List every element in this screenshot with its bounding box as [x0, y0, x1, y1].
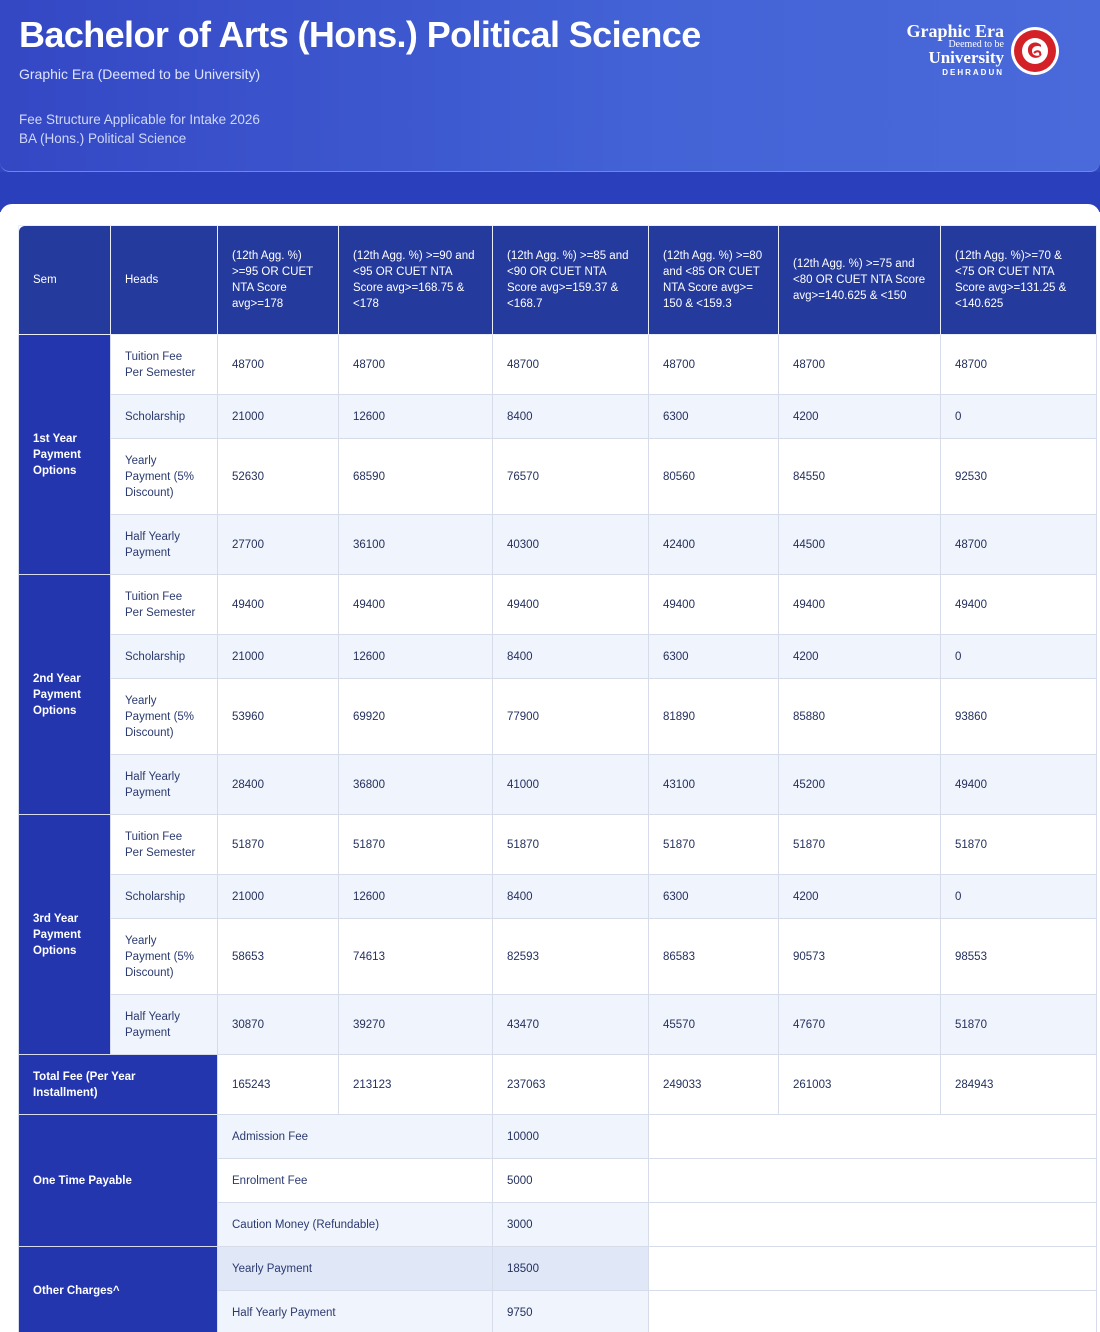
fee-cell: 8400 — [493, 875, 649, 919]
fee-cell: 82593 — [493, 919, 649, 995]
row-head: Half Yearly Payment — [111, 755, 218, 815]
page-title: Bachelor of Arts (Hons.) Political Science — [19, 14, 701, 55]
fee-cell: 18500 — [493, 1247, 649, 1291]
row-head: Admission Fee — [218, 1115, 493, 1159]
year-label: 3rd Year Payment Options — [19, 815, 111, 1055]
seal-icon — [1010, 26, 1060, 76]
fee-cell: 51870 — [941, 995, 1097, 1055]
row-head: Half Yearly Payment — [111, 995, 218, 1055]
table-row — [19, 1247, 1097, 1291]
fee-cell: 74613 — [339, 919, 493, 995]
fee-cell: 48700 — [218, 335, 339, 395]
fee-cell: 12600 — [339, 395, 493, 439]
table-row — [19, 755, 1097, 815]
university-name: Graphic Era (Deemed to be University) — [19, 66, 261, 82]
fee-cell: 92530 — [941, 439, 1097, 515]
table-row — [19, 395, 1097, 439]
fee-cell: 93860 — [941, 679, 1097, 755]
table-row — [19, 1115, 1097, 1159]
other-charges-label: Other Charges^ — [19, 1247, 218, 1332]
total-cell: 261003 — [779, 1055, 941, 1115]
fee-cell: 36800 — [339, 755, 493, 815]
row-head: Scholarship — [111, 395, 218, 439]
fee-cell: 49400 — [779, 575, 941, 635]
fee-cell: 48700 — [941, 335, 1097, 395]
fee-cell: 44500 — [779, 515, 941, 575]
fee-cell: 28400 — [218, 755, 339, 815]
fee-cell: 9750 — [493, 1291, 649, 1332]
fee-cell: 49400 — [218, 575, 339, 635]
total-row — [19, 1055, 1097, 1115]
table-row — [19, 515, 1097, 575]
fee-cell: 49400 — [941, 575, 1097, 635]
column-header: Heads — [111, 226, 218, 335]
fee-cell: 81890 — [649, 679, 779, 755]
table-row — [19, 875, 1097, 919]
row-head: Enrolment Fee — [218, 1159, 493, 1203]
fee-cell: 51870 — [493, 815, 649, 875]
fee-cell: 3000 — [493, 1203, 649, 1247]
row-head: Scholarship — [111, 875, 218, 919]
row-head: Tuition Fee Per Semester — [111, 335, 218, 395]
fee-cell: 48700 — [493, 335, 649, 395]
one-time-label: One Time Payable — [19, 1115, 218, 1247]
university-logo — [896, 22, 1066, 82]
fee-cell: 51870 — [218, 815, 339, 875]
column-header: (12th Agg. %)>=70 & <75 OR CUET NTA Score avg>=131.25 & <140.625 — [941, 226, 1097, 335]
fee-cell: 41000 — [493, 755, 649, 815]
fee-cell: 0 — [941, 875, 1097, 919]
total-cell: 249033 — [649, 1055, 779, 1115]
fee-cell: 36100 — [339, 515, 493, 575]
fee-table — [18, 225, 1097, 1332]
fee-cell: 39270 — [339, 995, 493, 1055]
fee-cell: 4200 — [779, 635, 941, 679]
total-cell: 284943 — [941, 1055, 1097, 1115]
fee-cell: 48700 — [941, 515, 1097, 575]
fee-cell: 21000 — [218, 635, 339, 679]
fee-cell: 48700 — [339, 335, 493, 395]
fee-cell: 51870 — [779, 815, 941, 875]
fee-cell: 0 — [941, 635, 1097, 679]
fee-cell: 52630 — [218, 439, 339, 515]
fee-cell: 6300 — [649, 395, 779, 439]
column-header: (12th Agg. %) >=85 and <90 OR CUET NTA Score avg>=159.37 & <168.7 — [493, 226, 649, 335]
fee-cell: 48700 — [649, 335, 779, 395]
fee-cell: 0 — [941, 395, 1097, 439]
fee-cell: 21000 — [218, 875, 339, 919]
fee-cell: 76570 — [493, 439, 649, 515]
total-cell: 237063 — [493, 1055, 649, 1115]
fee-cell: 40300 — [493, 515, 649, 575]
fee-cell: 47670 — [779, 995, 941, 1055]
column-header: Sem — [19, 226, 111, 335]
fee-cell: 4200 — [779, 395, 941, 439]
table-row — [19, 815, 1097, 875]
column-header: (12th Agg. %) >=95 OR CUET NTA Score avg>=178 — [218, 226, 339, 335]
page-header — [0, 0, 1100, 172]
logo-line-1: Graphic Era — [906, 21, 1004, 41]
row-head: Yearly Payment (5% Discount) — [111, 439, 218, 515]
row-head: Yearly Payment (5% Discount) — [111, 919, 218, 995]
table-row — [19, 439, 1097, 515]
table-row — [19, 679, 1097, 755]
year-label: 2nd Year Payment Options — [19, 575, 111, 815]
fee-cell: 49400 — [493, 575, 649, 635]
row-head: Yearly Payment — [218, 1247, 493, 1291]
logo-line-2: Deemed to be — [948, 39, 1004, 50]
fee-cell: 51870 — [649, 815, 779, 875]
fee-cell: 98553 — [941, 919, 1097, 995]
fee-cell: 43100 — [649, 755, 779, 815]
column-header: (12th Agg. %) >=90 and <95 OR CUET NTA Score avg>=168.75 & <178 — [339, 226, 493, 335]
table-row — [19, 919, 1097, 995]
fee-cell: 45570 — [649, 995, 779, 1055]
fee-cell: 51870 — [339, 815, 493, 875]
row-head: Half Yearly Payment — [218, 1291, 493, 1332]
logo-line-4: DEHRADUN — [942, 68, 1004, 77]
fee-cell: 90573 — [779, 919, 941, 995]
fee-cell: 27700 — [218, 515, 339, 575]
fee-cell: 53960 — [218, 679, 339, 755]
fee-cell: 8400 — [493, 635, 649, 679]
fee-cell: 43470 — [493, 995, 649, 1055]
fee-cell: 42400 — [649, 515, 779, 575]
fee-cell: 51870 — [941, 815, 1097, 875]
program-line: BA (Hons.) Political Science — [19, 131, 187, 146]
table-row — [19, 635, 1097, 679]
table-row — [19, 335, 1097, 395]
fee-cell: 4200 — [779, 875, 941, 919]
fee-cell: 10000 — [493, 1115, 649, 1159]
row-head: Tuition Fee Per Semester — [111, 575, 218, 635]
fee-cell: 49400 — [649, 575, 779, 635]
fee-cell: 5000 — [493, 1159, 649, 1203]
column-header: (12th Agg. %) >=75 and <80 OR CUET NTA Score avg>=140.625 & <150 — [779, 226, 941, 335]
fee-cell: 30870 — [218, 995, 339, 1055]
fee-structure-line: Fee Structure Applicable for Intake 2026 — [19, 112, 260, 127]
fee-cell: 12600 — [339, 875, 493, 919]
fee-cell: 49400 — [339, 575, 493, 635]
row-head: Half Yearly Payment — [111, 515, 218, 575]
row-head: Tuition Fee Per Semester — [111, 815, 218, 875]
fee-cell: 86583 — [649, 919, 779, 995]
row-head: Caution Money (Refundable) — [218, 1203, 493, 1247]
table-row — [19, 995, 1097, 1055]
fee-cell: 21000 — [218, 395, 339, 439]
fee-cell: 8400 — [493, 395, 649, 439]
fee-cell: 84550 — [779, 439, 941, 515]
fee-cell: 58653 — [218, 919, 339, 995]
fee-cell: 68590 — [339, 439, 493, 515]
fee-cell: 45200 — [779, 755, 941, 815]
fee-cell: 69920 — [339, 679, 493, 755]
fee-cell: 85880 — [779, 679, 941, 755]
column-header: (12th Agg. %) >=80 and <85 OR CUET NTA Score avg>= 150 & <159.3 — [649, 226, 779, 335]
total-cell: 213123 — [339, 1055, 493, 1115]
table-row — [19, 575, 1097, 635]
fee-cell: 77900 — [493, 679, 649, 755]
total-cell: 165243 — [218, 1055, 339, 1115]
total-label: Total Fee (Per Year Installment) — [19, 1055, 218, 1115]
fee-cell: 6300 — [649, 635, 779, 679]
logo-line-3: University — [928, 48, 1004, 67]
fee-cell: 80560 — [649, 439, 779, 515]
row-head: Scholarship — [111, 635, 218, 679]
year-label: 1st Year Payment Options — [19, 335, 111, 575]
fee-cell: 12600 — [339, 635, 493, 679]
fee-cell: 6300 — [649, 875, 779, 919]
fee-cell: 48700 — [779, 335, 941, 395]
fee-cell: 49400 — [941, 755, 1097, 815]
row-head: Yearly Payment (5% Discount) — [111, 679, 218, 755]
